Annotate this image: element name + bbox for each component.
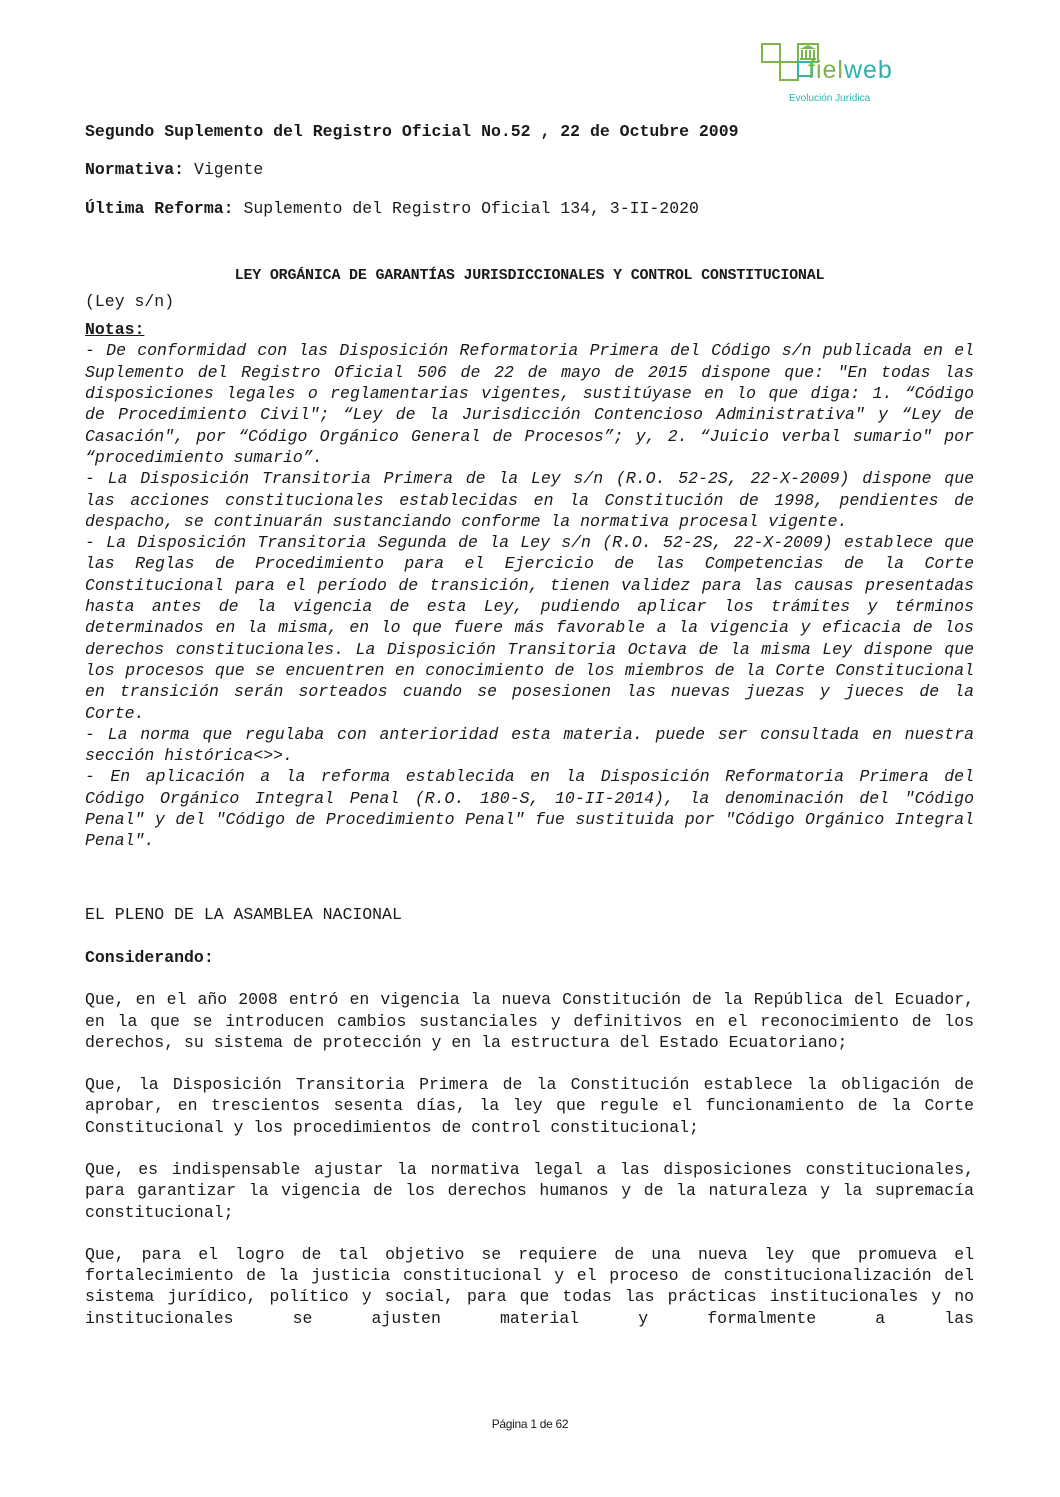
- page-number: Página 1 de 62: [491, 1417, 569, 1431]
- considerando-paragraph: Que, la Disposición Transitoria Primera de la Constitución establece la obligación de aprobar, en trescientos sesenta días, la ley que regule el funcionamiento de la Corte Constitucional y los procedimientos de control constitucional;: [85, 1075, 974, 1137]
- fielweb-logo: [760, 40, 920, 110]
- nota-item: - La Disposición Transitoria Primera de la Ley s/n (R.O. 52-2S, 22-X-2009) dispone que las acciones constitucionales establecidas en la Constitución de 1998, pendientes de despacho, se continuarán sustanciando conforme la normativa procesal vigente.: [85, 469, 974, 531]
- reforma-label: Última Reforma:: [85, 198, 234, 218]
- reforma-line: [85, 198, 974, 219]
- considerando-heading: Considerando:: [85, 947, 214, 967]
- nota-item: - De conformidad con las Disposición Reformatoria Primera del Código s/n publicada en el Suplemento del Registro Oficial 506 de 22 de mayo de 2015 dispone que: "En todas las disposiciones legales o reglamentarias vigentes, sustitúyase en lo que diga: 1. “Código de Procedimiento Civil"; “Ley de la Jurisdicción Contencioso Administrativa" y “Ley de Casación", por “Código Orgánico General de Procesos”; y, 2. “Juicio verbal sumario" por “procedimiento sumario”.: [85, 341, 974, 467]
- normativa-value: Vigente: [193, 160, 264, 180]
- reforma-value: Suplemento del Registro Oficial 134, 3-II-2020: [243, 198, 699, 218]
- pleno-heading: EL PLENO DE LA ASAMBLEA NACIONAL: [85, 904, 402, 924]
- normativa-label: Normativa:: [85, 160, 185, 180]
- notas-list: [85, 340, 974, 851]
- considerando-paragraph: Que, para el logro de tal objetivo se requiere de una nueva ley que promueva el fortalecimiento de la justicia constitucional y el proceso de constitucionalización del sistema jurídico, político y social, para que todas las prácticas institucionales y no institucionales se ajusten material y formalmente a las: [85, 1244, 974, 1328]
- nota-item: - La norma que regulaba con anterioridad esta materia. puede ser consultada en nuestra sección histórica<>>.: [85, 724, 974, 766]
- logo-wordmark: fielweb: [808, 56, 893, 84]
- law-subtitle: (Ley s/n): [85, 291, 175, 311]
- considerando-paragraph: Que, en el año 2008 entró en vigencia la nueva Constitución de la República del Ecuador, en la que se introducen cambios sustanciales y definitivos en el reconocimiento de los derechos, su sistema de protección y en la estructura del Estado Ecuatoriano;: [85, 990, 974, 1052]
- registro-line: Segundo Suplemento del Registro Oficial No.52 , 22 de Octubre 2009: [85, 122, 739, 141]
- normativa-line: [85, 159, 974, 180]
- nota-item: - La Disposición Transitoria Segunda de la Ley s/n (R.O. 52-2S, 22-X-2009) establece que las Reglas de Procedimiento para el Ejercicio de las Competencias de la Corte Constitucional para el período de transición, tienen validez para las causas presentadas hasta antes de la vigencia de esta Ley, pudiendo aplicar los trámites y términos determinados en la misma, en lo que fuere más favorable a la vigencia y eficacia de los derechos constitucionales. La Disposición Transitoria Octava de la misma Ley dispone que los procesos que se encuentren en conocimiento de los miembros de la Corte Constitucional en transición serán sorteados cuando se posesionen las nuevas juezas y jueces de la Corte.: [85, 533, 974, 723]
- notas-heading: Notas:: [85, 320, 145, 340]
- nota-item: - En aplicación a la reforma establecida en la Disposición Reformatoria Primera del Código Orgánico Integral Penal (R.O. 180-S, 10-II-2014), la denominación del "Código Penal" y del "Código de Procedimiento Penal" fue sustituida por "Código Orgánico Integral Penal".: [85, 767, 974, 851]
- considerando-paragraph: Que, es indispensable ajustar la normativa legal a las disposiciones constitucionales, para garantizar la vigencia de los derechos humanos y de la naturaleza y la supremacía constitucional;: [85, 1159, 974, 1222]
- document-content: [85, 121, 974, 1329]
- logo-tagline: Evolución Jurídica: [789, 93, 871, 104]
- law-title: LEY ORGÁNICA DE GARANTÍAS JURISDICCIONALES Y CONTROL CONSTITUCIONAL: [234, 266, 825, 284]
